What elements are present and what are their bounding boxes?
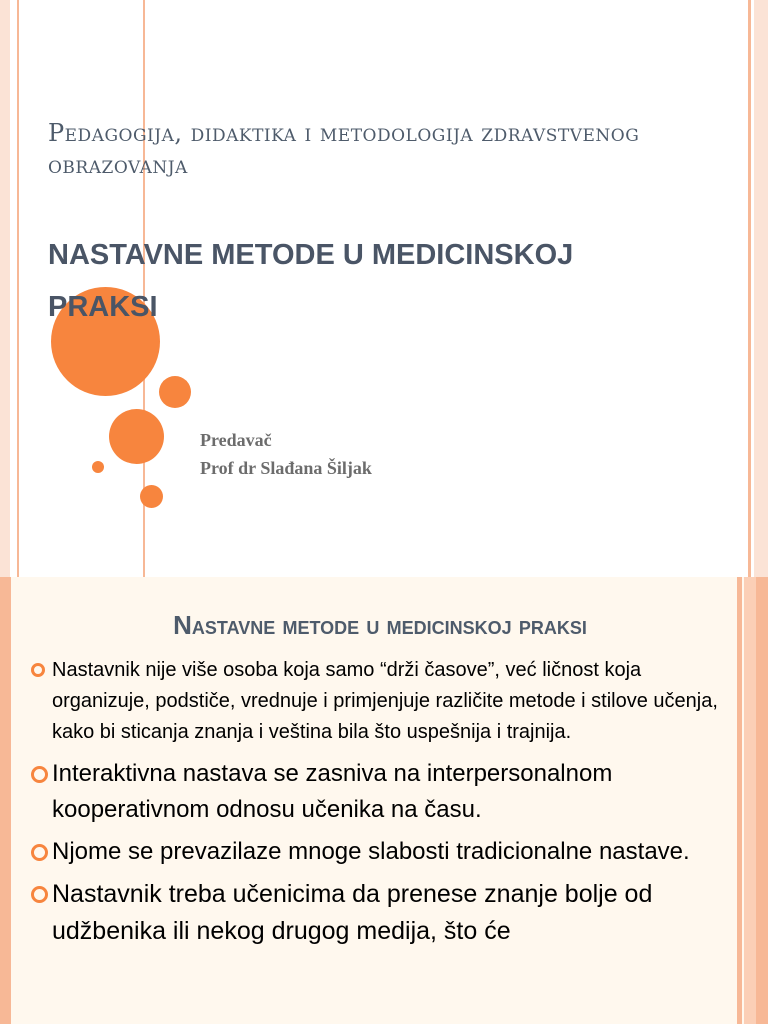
list-item (28, 655, 733, 748)
left-decorative-line (17, 0, 19, 577)
right-decorative-band (744, 577, 756, 1024)
bullet-ring-icon (31, 844, 48, 861)
bullet-list (28, 655, 733, 950)
medium-orange-circle (159, 376, 191, 408)
bullet-text: Nastavnik nije više osoba koja samo “drži časove”, već ličnost koja organizuje, podstiče, vrednuje i primjenjuje različite metode i stilove učenja, kako bi sticanja znanja i veština bila što uspešnija i trajnija. (52, 659, 718, 743)
slide-title: NASTAVNE METODE U MEDICINSKOJ PRAKSI (48, 239, 574, 323)
tiny-orange-circle (92, 461, 104, 473)
bullet-text: Njome se prevazilaze mnoge slabosti tradicionalne nastave. (52, 838, 690, 865)
right-decorative-band (754, 0, 768, 577)
right-decorative-line (748, 0, 751, 577)
bullet-ring-icon (31, 663, 45, 677)
list-item (28, 834, 733, 870)
slide-title: Nastavne metode u medicinskoj praksi (173, 610, 587, 640)
right-decorative-band-outer (756, 577, 768, 1024)
bullet-ring-icon (31, 766, 48, 783)
list-item (28, 756, 733, 828)
presenter-name: Prof dr Slađana Šiljak (200, 458, 372, 478)
bullet-text: Nastavnik treba učenicima da prenese znanje bolje od udžbenika ili nekog drugog medija, što će (52, 880, 653, 945)
left-decorative-band (0, 0, 10, 577)
content-slide (0, 577, 768, 1024)
bullet-ring-icon (31, 886, 48, 903)
bullet-text: Interaktivna nastava se zasniva na interpersonalnom kooperativnom odnosu učenika na času. (52, 760, 613, 823)
list-item (28, 876, 733, 950)
medium-orange-circle-2 (109, 409, 164, 464)
small-orange-circle (140, 485, 163, 508)
presenter-label: Predavač (200, 430, 272, 450)
course-title: Pedagogija, didaktika i metodologija zdravstvenog obrazovanja (48, 119, 640, 179)
presenter-block (200, 426, 620, 482)
right-decorative-line (737, 577, 742, 1024)
left-decorative-band (0, 577, 11, 1024)
